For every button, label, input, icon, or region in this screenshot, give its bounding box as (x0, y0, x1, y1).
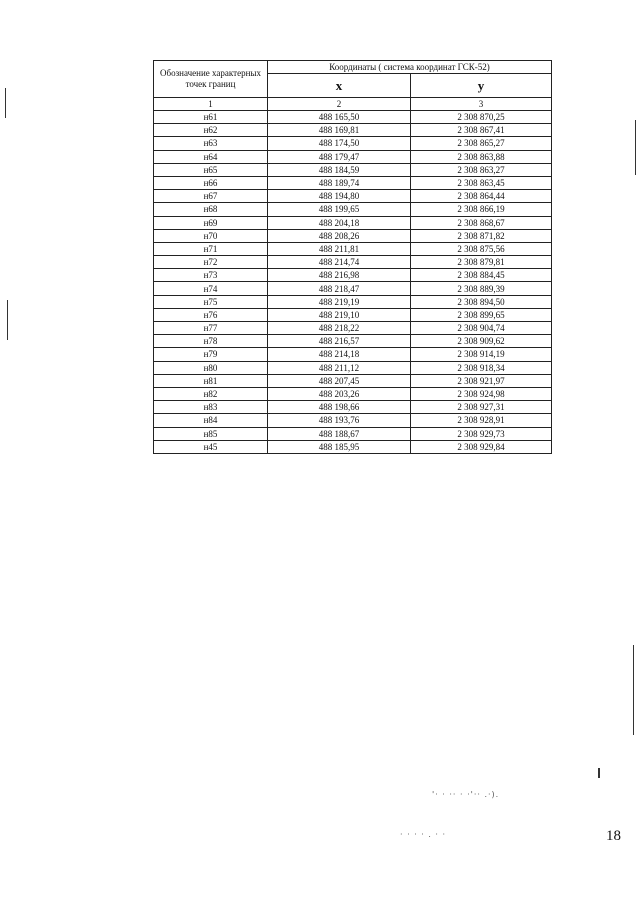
x-cell: 488 198,66 (268, 401, 411, 414)
table-row (154, 150, 552, 163)
table-row (154, 414, 552, 427)
point-cell: н64 (154, 150, 268, 163)
y-cell: 2 308 927,31 (411, 401, 552, 414)
table-row (154, 124, 552, 137)
point-cell: н75 (154, 295, 268, 308)
x-cell: 488 207,45 (268, 374, 411, 387)
x-cell: 488 165,50 (268, 111, 411, 124)
header-y: y (411, 74, 552, 98)
x-cell: 488 185,95 (268, 440, 411, 453)
x-cell: 488 204,18 (268, 216, 411, 229)
x-cell: 488 214,18 (268, 348, 411, 361)
x-cell: 488 211,81 (268, 242, 411, 255)
point-cell: н72 (154, 256, 268, 269)
table-row (154, 111, 552, 124)
y-cell: 2 308 884,45 (411, 269, 552, 282)
column-number: 1 (154, 98, 268, 111)
table-row (154, 335, 552, 348)
table-row (154, 282, 552, 295)
y-cell: 2 308 865,27 (411, 137, 552, 150)
point-cell: н80 (154, 361, 268, 374)
scan-mark (5, 88, 6, 118)
table-body (154, 111, 552, 454)
x-cell: 488 188,67 (268, 427, 411, 440)
point-cell: н81 (154, 374, 268, 387)
point-cell: н74 (154, 282, 268, 295)
point-cell: н73 (154, 269, 268, 282)
table-row (154, 374, 552, 387)
x-cell: 488 218,47 (268, 282, 411, 295)
point-cell: н84 (154, 414, 268, 427)
scan-mark (635, 120, 636, 175)
x-cell: 488 214,74 (268, 256, 411, 269)
x-cell: 488 179,47 (268, 150, 411, 163)
x-cell: 488 193,76 (268, 414, 411, 427)
y-cell: 2 308 868,67 (411, 216, 552, 229)
y-cell: 2 308 863,27 (411, 163, 552, 176)
point-cell: н69 (154, 216, 268, 229)
point-cell: н62 (154, 124, 268, 137)
y-cell: 2 308 928,91 (411, 414, 552, 427)
y-cell: 2 308 864,44 (411, 190, 552, 203)
table-row (154, 242, 552, 255)
table-row (154, 163, 552, 176)
column-number: 3 (411, 98, 552, 111)
point-cell: н45 (154, 440, 268, 453)
scan-noise: '· · ·· · ·'·· .·). (432, 790, 500, 799)
y-cell: 2 308 867,41 (411, 124, 552, 137)
point-cell: н76 (154, 308, 268, 321)
table-row (154, 401, 552, 414)
scan-mark (633, 645, 634, 735)
y-cell: 2 308 921,97 (411, 374, 552, 387)
x-cell: 488 169,81 (268, 124, 411, 137)
x-cell: 488 219,10 (268, 308, 411, 321)
scan-noise: · · · · . · · (400, 830, 447, 839)
x-cell: 488 174,50 (268, 137, 411, 150)
scan-mark (7, 300, 8, 340)
x-cell: 488 211,12 (268, 361, 411, 374)
point-cell: н83 (154, 401, 268, 414)
x-cell: 488 194,80 (268, 190, 411, 203)
page-number: 18 (606, 828, 621, 844)
table-row (154, 322, 552, 335)
point-cell: н71 (154, 242, 268, 255)
y-cell: 2 308 929,84 (411, 440, 552, 453)
table-row (154, 190, 552, 203)
y-cell: 2 308 909,62 (411, 335, 552, 348)
table-row (154, 137, 552, 150)
x-cell: 488 189,74 (268, 176, 411, 189)
x-cell: 488 216,98 (268, 269, 411, 282)
table-row (154, 216, 552, 229)
table-row (154, 229, 552, 242)
table-row (154, 256, 552, 269)
y-cell: 2 308 914,19 (411, 348, 552, 361)
y-cell: 2 308 866,19 (411, 203, 552, 216)
table-row (154, 269, 552, 282)
point-cell: н68 (154, 203, 268, 216)
y-cell: 2 308 929,73 (411, 427, 552, 440)
table-row (154, 348, 552, 361)
point-cell: н70 (154, 229, 268, 242)
y-cell: 2 308 904,74 (411, 322, 552, 335)
header-coordinates: Координаты ( система координат ГСК-52) (268, 61, 552, 74)
point-cell: н61 (154, 111, 268, 124)
point-cell: н85 (154, 427, 268, 440)
y-cell: 2 308 924,98 (411, 387, 552, 400)
y-cell: 2 308 863,45 (411, 176, 552, 189)
table-row (154, 295, 552, 308)
x-cell: 488 219,19 (268, 295, 411, 308)
column-number: 2 (268, 98, 411, 111)
table-row (154, 427, 552, 440)
y-cell: 2 308 863,88 (411, 150, 552, 163)
table-row (154, 203, 552, 216)
point-cell: н82 (154, 387, 268, 400)
point-cell: н63 (154, 137, 268, 150)
scan-mark (598, 768, 600, 778)
header-designation: Обозначение характерных точек границ (154, 61, 268, 98)
y-cell: 2 308 879,81 (411, 256, 552, 269)
table-row (154, 176, 552, 189)
header-x: x (268, 74, 411, 98)
table-row (154, 387, 552, 400)
coordinates-table (153, 60, 552, 454)
x-cell: 488 218,22 (268, 322, 411, 335)
y-cell: 2 308 918,34 (411, 361, 552, 374)
y-cell: 2 308 894,50 (411, 295, 552, 308)
point-cell: н65 (154, 163, 268, 176)
x-cell: 488 184,59 (268, 163, 411, 176)
x-cell: 488 216,57 (268, 335, 411, 348)
y-cell: 2 308 889,39 (411, 282, 552, 295)
y-cell: 2 308 871,82 (411, 229, 552, 242)
point-cell: н79 (154, 348, 268, 361)
point-cell: н78 (154, 335, 268, 348)
x-cell: 488 208,26 (268, 229, 411, 242)
table-row (154, 440, 552, 453)
x-cell: 488 203,26 (268, 387, 411, 400)
table-row (154, 361, 552, 374)
point-cell: н66 (154, 176, 268, 189)
x-cell: 488 199,65 (268, 203, 411, 216)
y-cell: 2 308 875,56 (411, 242, 552, 255)
y-cell: 2 308 870,25 (411, 111, 552, 124)
y-cell: 2 308 899,65 (411, 308, 552, 321)
point-cell: н77 (154, 322, 268, 335)
table-row (154, 308, 552, 321)
point-cell: н67 (154, 190, 268, 203)
